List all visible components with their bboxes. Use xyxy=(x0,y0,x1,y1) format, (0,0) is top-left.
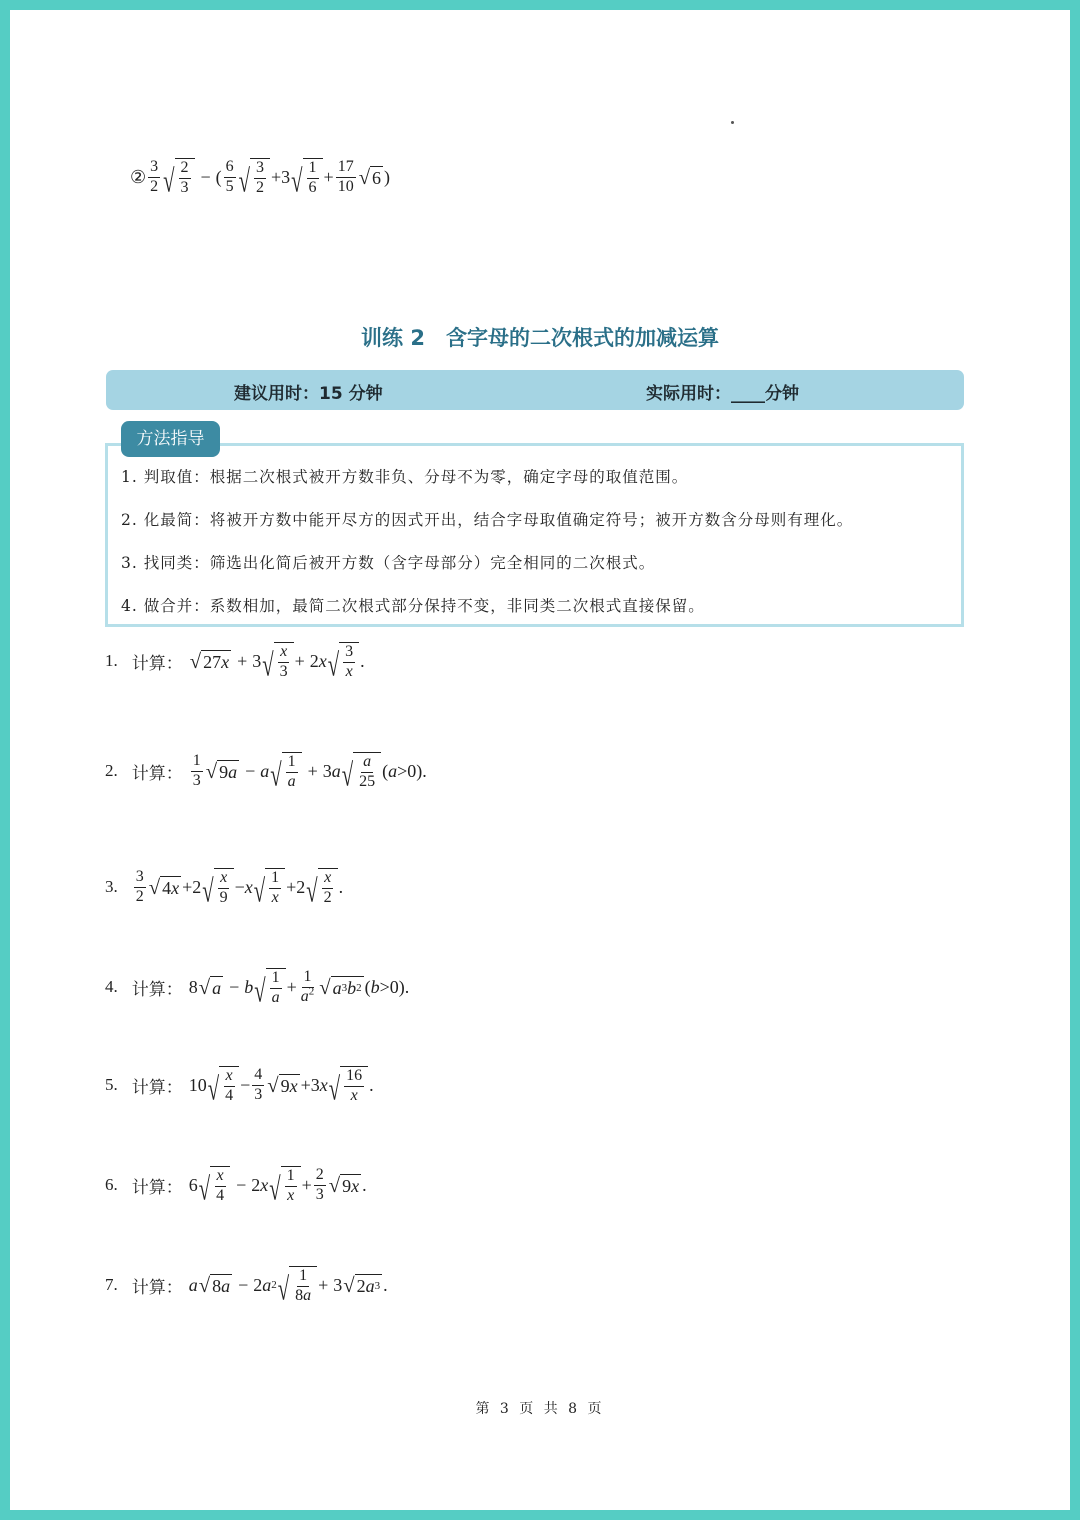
question-number: 5. xyxy=(105,1075,118,1095)
question-number: 4. xyxy=(105,977,118,997)
method-label: 方法指导 xyxy=(121,421,220,457)
worksheet-page xyxy=(10,10,1070,1510)
question-label: 计算： xyxy=(131,763,183,784)
page-footer: 第 3 页 共 8 页 xyxy=(475,1401,605,1417)
question-number: 7. xyxy=(105,1275,118,1295)
method-item: 2. 化最简：将被开方数中能开尽方的因式开出，结合字母取值确定符号；被开方数含分母则有理化。 xyxy=(121,511,854,529)
problem-marker: ② xyxy=(130,166,147,187)
time-bar xyxy=(106,370,964,410)
question-3: 3. $\frac{3}{2}$ √ 4 x +2 √ $\frac{x}{9}$ − x √ $\frac{1}{x}$ +2 √ $\frac{x}{2}$ . xyxy=(105,868,344,910)
question-1: 1. 计算： √ 27 x + 3 √ $\frac{x}{3}$ + 2 x √ $\frac{3}{x}$ . xyxy=(105,643,365,684)
question-2: 2. 计算： $\frac{1}{3}$ √ 9 a − a √ $\frac{1}{a}$ + 3 a √ $\frac{a}{25}$ ( a >0). xyxy=(105,752,427,794)
top-problem-expression: ② $\frac{3}{2}$ √ $\frac{2}{3}$ − ( $\frac{6}{5}$ √ $\frac{3}{2}$ +3 √ $\frac{1}{6}$ + $\frac{17}{10}$ √ 6 ) xyxy=(130,158,391,200)
question-label: 计算： xyxy=(131,1177,183,1198)
question-number: 1. xyxy=(105,651,118,671)
question-7: 7. 计算： a √ 8 a − 2 a 2 √ $\frac{1}{8a}$ + 3 √ 2 a 3 . xyxy=(105,1267,388,1308)
top-problem xyxy=(130,158,391,200)
question-label: 计算： xyxy=(131,979,183,1000)
method-item: 3. 找同类：筛选出化简后被开方数（含字母部分）完全相同的二次根式。 xyxy=(121,554,656,572)
method-item: 1. 判取值：根据二次根式被开方数非负、分母不为零，确定字母的取值范围。 xyxy=(121,468,689,486)
question-4: 4. 计算： 8 √ a − b √ $\frac{1}{a}$ + $\frac{1}{a^2}$ √ a 3 b 2 ( b >0). xyxy=(105,968,410,1010)
question-label: 计算： xyxy=(131,1277,183,1298)
question-label: 计算： xyxy=(131,1077,183,1098)
actual-time: 实际用时：____分钟 xyxy=(646,384,799,404)
question-label: 计算： xyxy=(131,653,183,674)
method-item: 4. 做合并：系数相加，最简二次根式部分保持不变，非同类二次根式直接保留。 xyxy=(121,597,705,615)
question-6: 6. 计算： 6 √ $\frac{x}{4}$ − 2 x √ $\frac{1}{x}$ + $\frac{2}{3}$ √ 9 x . xyxy=(105,1166,367,1208)
stray-dot xyxy=(731,121,734,124)
section-title: 训练 2 含字母的二次根式的加减运算 xyxy=(361,326,719,350)
question-number: 2. xyxy=(105,761,118,781)
suggested-time: 建议用时：15 分钟 xyxy=(234,384,383,404)
question-number: 6. xyxy=(105,1175,118,1195)
question-number: 3. xyxy=(105,877,118,897)
question-5: 5. 计算： 10 √ $\frac{x}{4}$ − $\frac{4}{3}$ √ 9 x +3 x √ $\frac{16}{x}$ . xyxy=(105,1066,374,1108)
